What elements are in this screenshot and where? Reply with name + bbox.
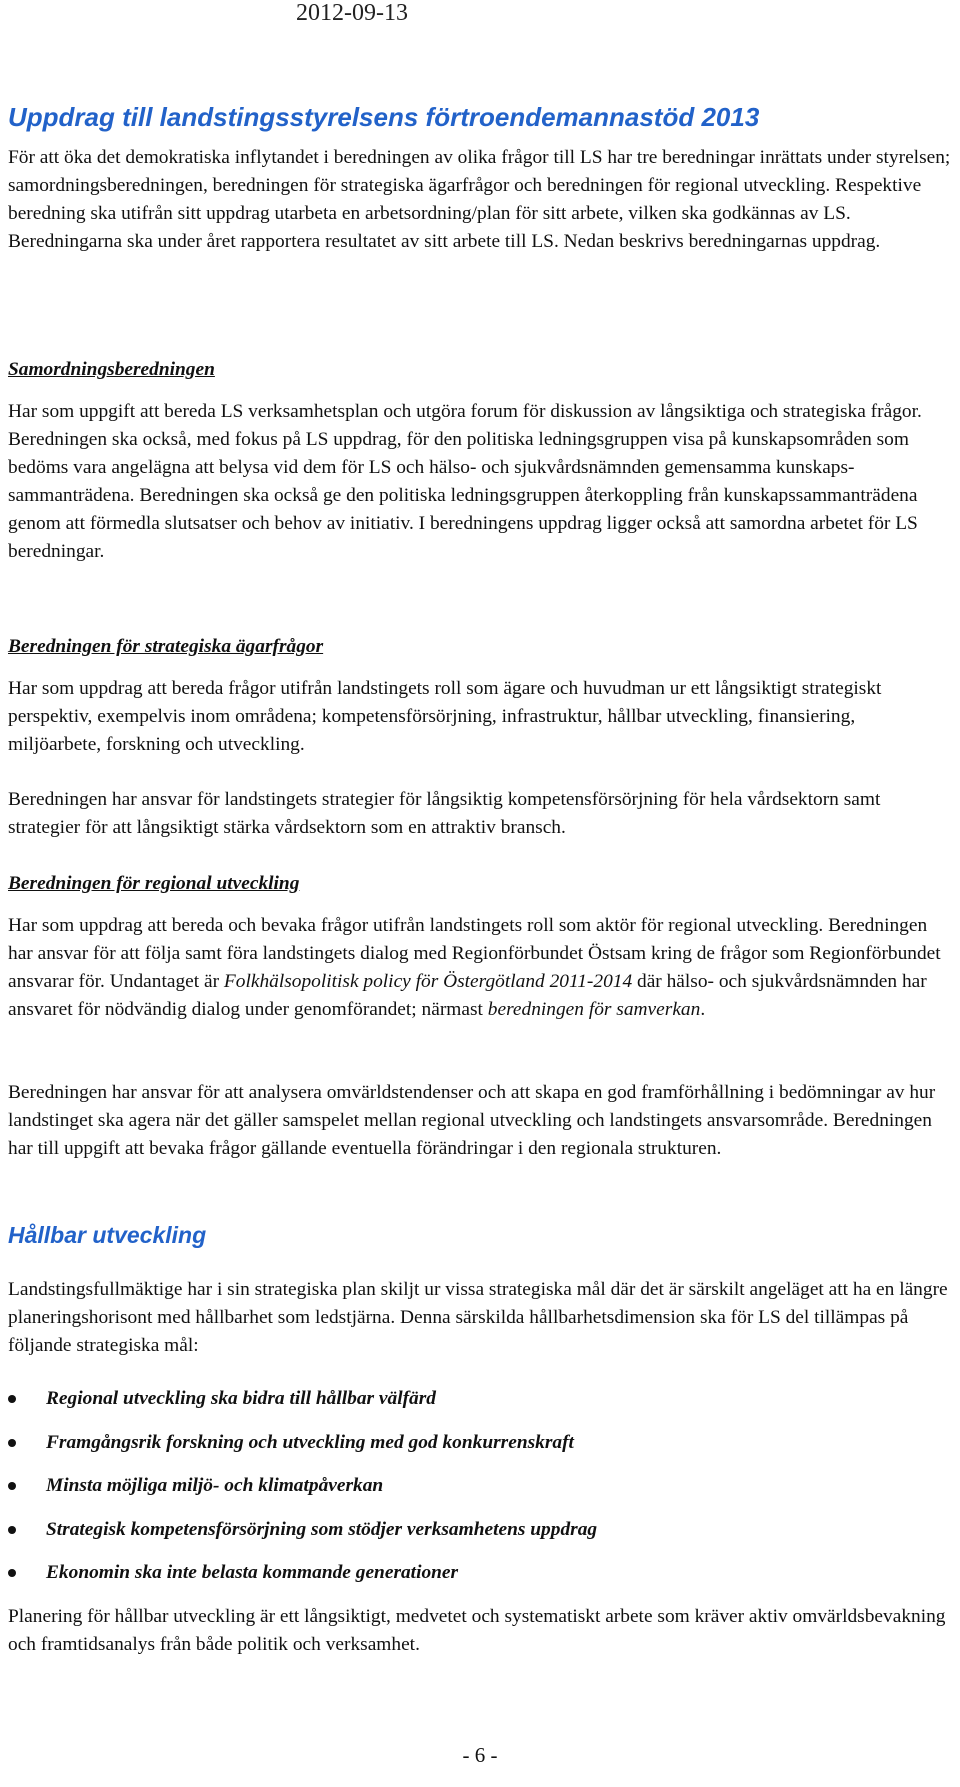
samordning-paragraph: Har som uppgift att bereda LS verksamhetsplan och utgöra forum för diskussion av långsiktiga och strategiska frågor. Beredningen ska också, med fokus på LS uppdrag, för den politiska ledningsgruppen visa på kunskapsområden som bedöms vara angelägna att belysa vid dem för LS och hälso- och sjukvårdsnämnden gemensamma kunskaps-sammanträdena. Beredningen ska också ge den politiska ledningsgruppen återkoppling från kunskapssammanträdena genom att förmedla slutsatser och behov av initiativ. I beredningens uppdrag ligger också att samordna arbetet för LS beredningar. [8, 401, 922, 562]
regional-body-1 [8, 912, 953, 1024]
date-text: 2012-09-13 [296, 0, 408, 26]
strategiska-paragraph-1: Har som uppdrag att bereda frågor utifrån landstingets roll som ägare och huvudman ur ett långsiktigt strategiskt perspektiv, exempelvis inom områdena; kompetensförsörjning, infrastruktur, hållbar utveckling, finansiering, miljöarbete, forskning och utveckling. [8, 678, 882, 755]
strategiska-heading: Beredningen för strategiska ägarfrågor [8, 636, 324, 657]
strategic-goals-list [8, 1385, 953, 1603]
samordning-heading: Samordningsberedningen [8, 359, 215, 380]
hallbar-paragraph-1: Landstingsfullmäktige har i sin strategiska plan skiljt ur vissa strategiska mål där det är särskilt angeläget att ha en längre planeringshorisont med hållbarhet som ledstjärna. Denna särskilda hållbarhetsdimension ska för LS del tillämpas på följande strategiska mål: [8, 1279, 948, 1356]
samordning-body [8, 398, 953, 565]
bullet-icon [8, 1569, 16, 1577]
strategiska-body-2 [8, 786, 953, 842]
regional-emphasis-samverkan: beredningen för samverkan [487, 998, 701, 1020]
list-item [8, 1516, 953, 1560]
list-item [8, 1559, 953, 1603]
regional-text-c: . [700, 998, 706, 1020]
regional-paragraph-2: Beredningen har ansvar för att analysera omvärldstendenser och att skapa en god framförhållning i bedömningar av hur landstinget ska agera när det gäller samspelet mellan regional utveckling och landstingets ansvarsområde. Beredningen har till uppgift att bevaka frågor gällande eventuella förändringar i den regionala strukturen. [8, 1082, 936, 1159]
intro-paragraph: För att öka det demokratiska inflytandet i beredningen av olika frågor till LS har tre beredningar inrättats under styrelsen; samordningsberedningen, beredningen för strategiska ägarfrågor och beredningen för regional utveckling. Respektive beredning ska utifrån sitt uppdrag utarbeta en arbetsordning/plan för sitt arbete, vilken ska godkännas av LS. Beredningarna ska under året rapportera resultatet av sitt arbete till LS. Nedan beskrivs beredningarnas uppdrag. [8, 147, 951, 252]
regional-text-b: där hälso- och sjukvårdsnämnden har ansvaret för nödvändig dialog under genomförandet; närmast [8, 970, 927, 1020]
bullet-icon [8, 1526, 16, 1534]
list-item [8, 1429, 953, 1473]
goal-text: Minsta möjliga miljö- och klimatpåverkan [46, 1475, 384, 1496]
strategiska-section [8, 633, 953, 661]
goal-text: Strategisk kompetensförsörjning som stödjer verksamhetens uppdrag [46, 1518, 598, 1540]
hallbar-heading: Hållbar utveckling [8, 1222, 207, 1248]
regional-paragraph-1 [8, 912, 953, 1024]
goal-text: Regional utveckling ska bidra till hållbar välfärd [46, 1388, 436, 1409]
regional-text-a: Har som uppdrag att bereda och bevaka frågor utifrån landstingets roll som aktör för regional utveckling. Beredningen har ansvar för att följa samt föra landstingets dialog med Regionförbundet Östsam kring de frågor som Regionförbundet ansvarar för. Undantaget är [8, 915, 941, 992]
regional-emphasis-policy: Folkhälsopolitisk policy för Östergötland 2011-2014 [223, 970, 633, 992]
bullet-icon [8, 1395, 16, 1403]
page-title: Uppdrag till landstingsstyrelsens förtroendemannastöd 2013 [8, 102, 760, 132]
strategiska-paragraph-2: Beredningen har ansvar för landstingets strategier för långsiktig kompetensförsörjning för hela vårdsektorn samt strategier för att långsiktigt stärka vårdsektorn som en attraktiv bransch. [8, 789, 881, 838]
regional-heading: Beredningen för regional utveckling [8, 873, 300, 894]
bullet-icon [8, 1482, 16, 1490]
hallbar-body-2 [8, 1603, 953, 1659]
goal-text: Framgångsrik forskning och utveckling med god konkurrenskraft [46, 1431, 574, 1453]
regional-section [8, 870, 953, 898]
bullet-icon [8, 1439, 16, 1447]
intro-section [8, 144, 953, 256]
hallbar-paragraph-2: Planering för hållbar utveckling är ett långsiktigt, medvetet och systematiskt arbete som kräver aktiv omvärldsbevakning och framtidsanalys från både politik och verksamhet. [8, 1606, 946, 1655]
regional-body-2 [8, 1079, 953, 1163]
page-number: - 6 - [462, 1743, 498, 1767]
hallbar-body-1 [8, 1276, 953, 1360]
goal-text: Ekonomin ska inte belasta kommande generationer [46, 1562, 459, 1583]
hallbar-section [8, 1221, 953, 1249]
samordning-section [8, 356, 953, 384]
list-item [8, 1385, 953, 1429]
goal-list [8, 1385, 953, 1603]
list-item [8, 1472, 953, 1516]
strategiska-body-1 [8, 675, 953, 759]
